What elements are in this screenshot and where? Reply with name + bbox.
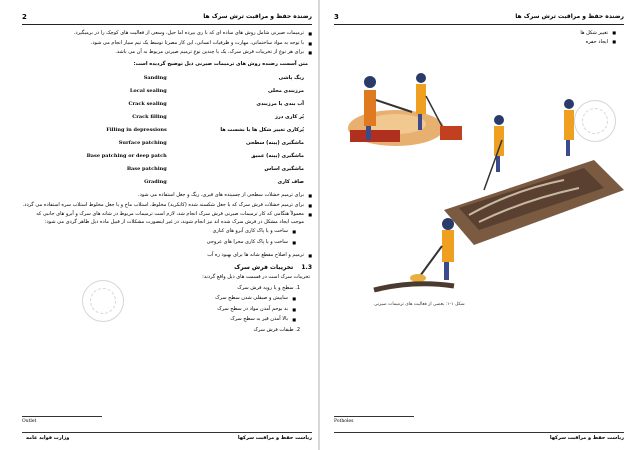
methods-table [22,72,312,189]
method-fa: ماشگیری اساس [264,165,304,172]
method-fa: آب بندی یا مرزبندی [256,100,304,107]
bullet-item: ■ تغییر شکل ها [580,30,616,36]
numbered-item [22,285,312,293]
page-number: 2 [22,13,27,21]
method-fa: ریگ پاشی [278,74,304,81]
bullet-item: ■ معمولاً هنگامی که کار ترمیمات صیرنی فرش سرک انجام شد، لازم است ترمیمات مربوط در شانه های سرک و آبرو های جانبی که موجب ایجاد مشکل در فرش سرک شده اند نیز انجام شوند، در غیر اینصورت مشکلات از قبیل ماده ذیل ظاهر گردی می شود: [22,211,312,226]
footer-org: وزارت فواید عامه [26,435,70,441]
method-en: Crack sealing [128,100,167,107]
method-en: Base patching [126,165,167,172]
figure-caption: شکل ۱-۱: بعضی از فعالیت های ترمیمات صیرنی [374,302,465,307]
method-fa: ماشگیری (پینه) سطحی [245,139,304,146]
table-row [22,98,312,111]
page-footer [22,416,312,446]
header-title: رضنده حفظ و مراقبت ترش سرک ها [203,13,312,20]
footnote-divider [334,416,414,417]
sub-bullet-item: ■ ساخت و یا پاک کاری آبرو های کناری [22,228,312,236]
method-fa: صاف کاری [277,178,304,185]
page-body [22,30,312,337]
footnote: Outlet [22,419,37,424]
method-fa: مرزبندی محلی [267,87,304,94]
footer-divider [22,432,312,433]
watermark-seal [574,100,616,142]
method-en: Surface patching [118,139,167,146]
road-maintenance-illustration [334,50,624,300]
item-text: طبقات فرش سرک [253,326,294,333]
method-fa: پُر کاری درز [274,113,304,120]
worker-sanding-figure [348,76,444,146]
method-en: Sanding [143,74,167,81]
bullet-item: ■ برای ترمیم خشلات سطحی از چسپنده های قیری، ریگ و جغل استفاده می شود. [22,192,312,200]
table-row [22,124,312,137]
page-number: 3 [334,13,339,21]
bullet-item: ■ ترمیمات صیرنی شامل روش های ساده ای که با ری بیرده اما حیل، وسعی از فعالیت های کوچک را در برمیگیرد. [22,30,312,38]
method-en: Local sealing [129,87,167,94]
page-header [334,10,624,25]
worker-crack-filling-figure [374,218,454,290]
item-number: 1. [295,284,300,291]
method-fa: ماشگیری (پینه) عمیق [251,152,304,159]
page-header [22,10,312,25]
table-row [22,137,312,150]
section-number: 1.3 [301,263,312,271]
left-page [22,10,312,446]
section-intro: تخریبات سرک است در قسمت های ذیل واقع گردند: [202,274,310,280]
section-title: تخریبات فرش سرک [234,263,294,271]
header-title: رضنده حفظ و مراقبت ترش سرک ها [515,13,624,20]
bullet-item: ■ ترمیم و اصلاح مقطع شانه ها برای بهبود ره آب [22,252,312,260]
table-row [22,150,312,163]
bullet-item: ■ ایجاد حفره [580,39,616,45]
footer-title: ریاست حفظ و مراقبت سرکها [549,435,624,441]
watermark-seal [82,280,124,322]
item-text: سطح و یا رویه فرش سرک [237,284,294,291]
sub-bullet-item: ■ بالا آمدن قیر به سطح سرک [22,316,312,324]
page-gutter [318,0,320,450]
method-en: Crack filling [132,113,167,120]
bullet-list [580,30,616,48]
sub-bullet-item: ■ ساییش و صیقلی شدن سطح سرک [22,295,312,303]
table-row [22,72,312,85]
methods-intro: متن آسست رضنده روش های ترمیمات صیرنی ذیل توضیح گردیده است: [133,60,308,67]
method-en: Base patching or deep patch [86,152,167,159]
table-row [22,176,312,189]
right-page [334,10,624,446]
table-row [22,111,312,124]
numbered-item [22,327,312,335]
sub-bullet-item: ■ ساخت و یا پاک کاری مجرا های عروجی [22,239,312,247]
method-fa: پُرکاری تغییر شکل ها یا نشست ها [220,126,304,133]
footnote-divider [22,416,102,417]
footer-title: ریاست حفظ و مراقبت سرکها [237,435,312,441]
sub-bullet-item: ■ بد بوحم آمدن مواد در سطح سرک [22,306,312,314]
bullet-item: ■ برای ترمیم خشلات فرش سرک که با جغل شکسته شده (کانکرید) مخلوط، استلاب ماخ و یا جغل مخلوط استلاب سره استفاده می گردد. [22,202,312,210]
method-en: Filling in depressions [106,126,167,133]
item-number: 2. [295,326,300,333]
footnote: Potholes [334,419,354,424]
bullet-item: ■ برای هر نوع از تخریبات فرش سرک، یک یا چندین نوع ترمیم صیرنی مربوط به آن می باشد. [22,49,312,57]
method-en: Grading [144,178,167,185]
section-heading [22,264,312,272]
footer-divider [334,432,624,433]
bullet-item: ■ با توجه به مواد ساختمانی، مهارت و ظرفیات انسانی، این کار مصرتا توسط یک تیم سیار انجام می شود. [22,40,312,48]
table-row [22,163,312,176]
table-row [22,85,312,98]
page-footer [334,416,624,446]
